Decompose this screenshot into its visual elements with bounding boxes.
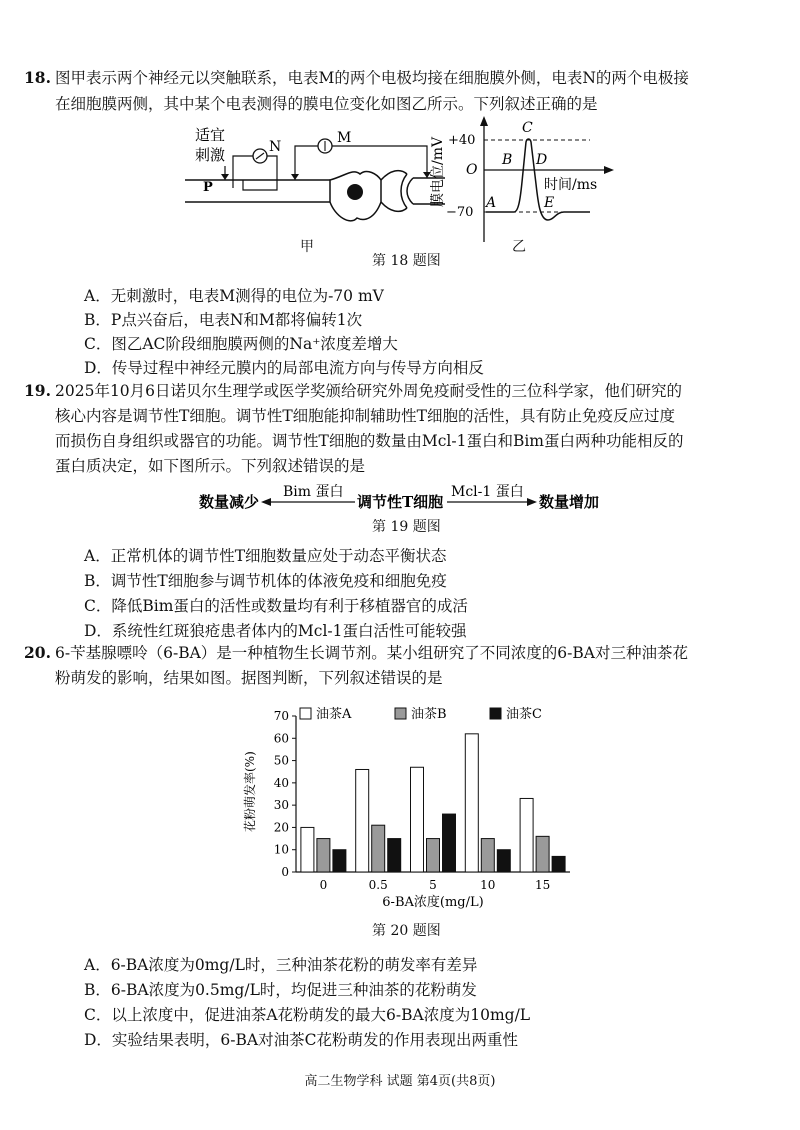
- curve-point-label: C: [522, 120, 533, 136]
- diagram-arrow-label: Mcl-1 蛋白: [451, 484, 524, 500]
- bar-油茶B-5: [427, 839, 440, 872]
- y-tick-label: 40: [273, 775, 289, 790]
- y-axis-label: 膜电位/mV: [430, 136, 446, 207]
- y-tick-label: 70: [273, 709, 289, 723]
- bar-油茶B-0.5: [372, 825, 385, 872]
- option-a: A．6-BA浓度为0mg/L时，三种油茶花粉的萌发率有差异: [84, 956, 478, 974]
- tick-label: −70: [446, 205, 474, 220]
- meter-m-label: M: [337, 130, 352, 146]
- option-c: C．以上浓度中，促进油茶A花粉萌发的最大6-BA浓度为10mg/L: [84, 1006, 531, 1024]
- x-tick-label: 15: [534, 878, 551, 892]
- option-d: D．传导过程中神经元膜内的局部电流方向与传导方向相反: [84, 359, 484, 377]
- figure-caption: 第 19 题图: [372, 519, 441, 535]
- x-tick-label: 10: [480, 878, 496, 892]
- synaptic-knob: [401, 174, 407, 208]
- bar-油茶A-15: [520, 798, 533, 872]
- option-b: B．6-BA浓度为0.5mg/L时，均促进三种油茶的花粉萌发: [84, 981, 477, 999]
- question-stem-line: 6-苄基腺嘌呤（6-BA）是一种植物生长调节剂。某小组研究了不同浓度的6-BA对三种油茶花: [55, 644, 688, 662]
- y-tick-label: 0: [281, 865, 289, 879]
- postsynaptic-membrane: [407, 178, 413, 204]
- bar-油茶A-10: [465, 734, 478, 872]
- question-stem-line: 而损伤自身组织或器官的功能。调节性T细胞的数量由Mcl-1蛋白和Bim蛋白两种功能相反的: [55, 432, 684, 450]
- figure-yi-caption: 乙: [512, 239, 526, 255]
- question-number: 20.: [24, 643, 51, 662]
- bar-油茶A-0.5: [356, 769, 369, 872]
- arrow-head: [480, 116, 488, 126]
- bar-油茶A-5: [411, 767, 424, 872]
- question-stem-line: 图甲表示两个神经元以突触联系，电表M的两个电极均接在细胞膜外侧，电表N的两个电极接: [55, 69, 689, 87]
- question-number: 19.: [24, 381, 51, 400]
- page-footer: 高二生物学科 试题 第4页(共8页): [304, 1074, 496, 1089]
- figure-neuron-synapse: [185, 118, 445, 258]
- question-stem-line: 在细胞膜两侧，其中某个电表测得的膜电位变化如图乙所示。下列叙述正确的是: [55, 95, 598, 113]
- meter-m-lead-left: [295, 146, 318, 180]
- bar-油茶C-0: [333, 850, 346, 872]
- arrow-head: [221, 174, 229, 180]
- synapse-terminal: [381, 171, 407, 180]
- curve-point-label: A: [486, 195, 497, 211]
- meter-n-label: N: [269, 139, 282, 155]
- legend-label: 油茶A: [316, 707, 352, 722]
- curve-point-label: B: [502, 152, 513, 168]
- y-tick-label: 30: [273, 798, 289, 813]
- figure-jia-caption: 甲: [300, 239, 314, 255]
- bar-油茶B-0: [317, 839, 330, 872]
- bar-油茶C-5: [443, 814, 456, 872]
- option-c: C．降低Bim蛋白的活性或数量均有利于移植器官的成活: [84, 597, 468, 615]
- option-c: C．图乙AC阶段细胞膜两侧的Na⁺浓度差增大: [84, 335, 398, 353]
- legend-swatch: [395, 708, 406, 719]
- option-b: B．调节性T细胞参与调节机体的体液免疫和细胞免疫: [84, 572, 447, 590]
- y-tick-label: 60: [273, 731, 289, 746]
- option-a: A．无刺激时，电表M测得的电位为-70 mV: [84, 287, 384, 305]
- curve-point-label: E: [544, 195, 555, 211]
- bar-油茶C-10: [497, 850, 510, 872]
- option-d: D．实验结果表明，6-BA对油茶C花粉萌发的作用表现出两重性: [84, 1031, 518, 1049]
- question-stem-line: 2025年10月6日诺贝尔生理学或医学奖颁给研究外周免疫耐受性的三位科学家，他们研究的: [55, 382, 683, 400]
- x-axis-label: 6-BA浓度(mg/L): [382, 895, 484, 910]
- stimulus-label: 适宜: [195, 126, 226, 144]
- diagram-left-label: 数量减少: [199, 493, 260, 511]
- tick-label: +40: [448, 133, 476, 148]
- synapse-terminal: [381, 202, 407, 211]
- figure-caption: 第 20 题图: [372, 923, 441, 939]
- question-number: 18.: [24, 68, 51, 87]
- diagram-center-label: 调节性T细胞: [357, 493, 444, 511]
- legend-label: 油茶B: [411, 707, 447, 722]
- legend-label: 油茶C: [506, 707, 542, 722]
- arrow-head: [261, 498, 271, 506]
- point-p-label: P: [203, 180, 213, 195]
- x-axis-label: 时间/ms: [544, 177, 598, 193]
- x-tick-label: 5: [429, 878, 437, 892]
- y-tick-label: 10: [273, 842, 289, 857]
- y-tick-label: 50: [273, 753, 289, 768]
- legend-swatch: [300, 708, 311, 719]
- option-a: A．正常机体的调节性T细胞数量应处于动态平衡状态: [84, 547, 447, 565]
- arrow-head: [604, 166, 614, 174]
- curve-point-label: D: [536, 152, 548, 168]
- diagram-arrow-label: Bim 蛋白: [283, 484, 344, 500]
- option-d: D．系统性红斑狼疮患者体内的Mcl-1蛋白活性可能较强: [84, 622, 467, 640]
- pollen-germination-bar-chart: [240, 700, 580, 915]
- x-tick-label: 0.5: [368, 878, 388, 892]
- bar-油茶B-10: [481, 839, 494, 872]
- bar-油茶C-15: [552, 856, 565, 872]
- nucleus: [347, 184, 363, 200]
- arrow-head: [527, 498, 537, 506]
- legend-swatch: [490, 708, 501, 719]
- regulatory-t-cell-diagram: [195, 478, 615, 518]
- question-stem-line: 粉萌发的影响，结果如图。据图判断，下列叙述错误的是: [55, 669, 443, 687]
- bar-油茶B-15: [536, 836, 549, 872]
- y-tick-label: 20: [273, 820, 289, 835]
- diagram-right-label: 数量增加: [539, 493, 600, 511]
- question-stem-line: 蛋白质决定，如下图所示。下列叙述错误的是: [55, 457, 366, 475]
- arrow-head: [291, 174, 299, 180]
- figure-caption: 第 18 题图: [372, 253, 441, 269]
- option-b: B．P点兴奋后，电表N和M都将偏转1次: [84, 311, 363, 329]
- figure-membrane-potential: [430, 112, 620, 252]
- question-stem-line: 核心内容是调节性T细胞。调节性T细胞能抑制辅助性T细胞的活性，具有防止免疫反应过度: [55, 407, 676, 425]
- tick-label: O: [466, 162, 478, 178]
- stimulus-label: 刺激: [195, 146, 226, 164]
- y-axis-label: 花粉萌发率(%): [243, 751, 257, 832]
- x-tick-label: 0: [319, 878, 328, 892]
- bar-油茶C-0.5: [388, 839, 401, 872]
- bar-油茶A-0: [301, 827, 314, 872]
